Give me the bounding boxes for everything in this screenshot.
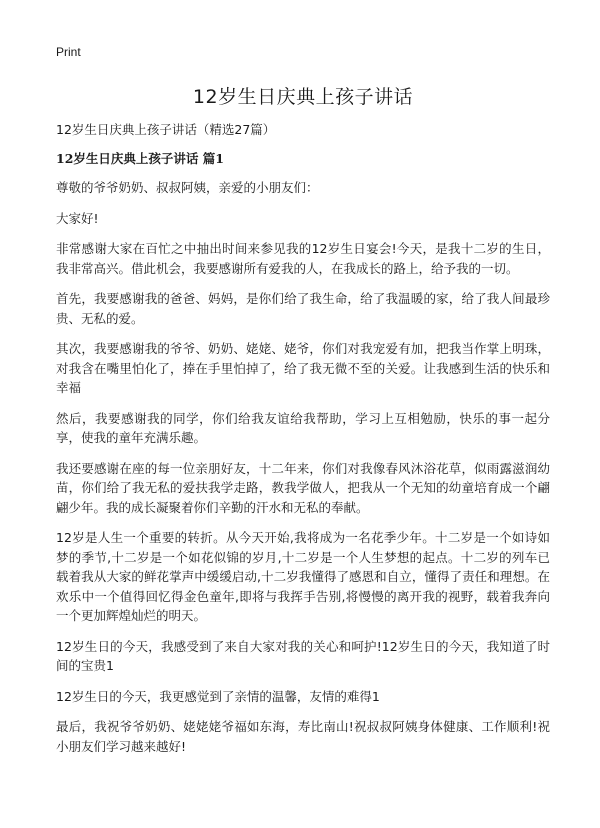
paragraph-thanks-friends: 我还要感谢在座的每一位亲朋好友，十二年来，你们对我像春风沐浴花草，似雨露滋润幼苗，你们给了我无私的爱扶我学走路，教我学做人，把我从一个无知的幼童培育成一个翩翩少年。我的成长凝聚着你们辛勤的汗水和无私的奉献。 xyxy=(56,460,550,515)
print-label[interactable]: Print xyxy=(56,45,81,59)
paragraph-affection: 12岁生日的今天，我更感觉到了亲情的温馨，友情的难得1 xyxy=(56,688,380,704)
document-title: 12岁生日庆典上孩子讲话 xyxy=(192,86,414,108)
paragraph-greeting: 尊敬的爷爷奶奶、叔叔阿姨，亲爱的小朋友们： xyxy=(56,180,319,195)
paragraph-hello: 大家好! xyxy=(56,210,99,226)
paragraph-thanks-classmates: 然后，我要感谢我的同学，你们给我友谊给我帮助，学习上互相勉励，快乐的事一起分享，使我的童年充满乐趣。 xyxy=(56,410,550,445)
paragraph-turning-point: 12岁是人生一个重要的转折。从今天开始,我将成为一名花季少年。十二岁是一个如诗如梦的季节,十二岁是一个如花似锦的岁月,十二岁是一个人生梦想的起点。十二岁的列车已载着我从大家的鲜花掌声中缓缓启动,十二岁我懂得了感恩和自立，懂得了责任和理想。在欢乐中一个值得回忆得金色童年,即将与我挥手告别,将慢慢的离开我的视野，载着我奔向一个更加辉煌灿烂的明天。 xyxy=(56,530,550,623)
document-subtitle: 12岁生日庆典上孩子讲话（精选27篇） xyxy=(56,122,276,137)
paragraph-thanks-parents: 首先，我要感谢我的爸爸、妈妈，是你们给了我生命，给了我温暖的家，给了我人间最珍贵、无私的爱。 xyxy=(56,291,550,326)
paragraph-care: 12岁生日的今天，我感受到了来自大家对我的关心和呵护!12岁生日的今天，我知道了时间的宝贵1 xyxy=(56,638,550,673)
paragraph-thanks-grandparents: 其次，我要感谢我的爷爷、奶奶、姥姥、姥爷，你们对我宠爱有加，把我当作掌上明珠，对我含在嘴里怕化了，捧在手里怕掉了，给了我无微不至的关爱。让我感到生活的快乐和幸福 xyxy=(56,341,550,395)
paragraph-thanks-all: 非常感谢大家在百忙之中抽出时间来参见我的12岁生日宴会!今天，是我十二岁的生日，我非常高兴。借此机会，我要感谢所有爱我的人，在我成长的路上，给予我的一切。 xyxy=(56,241,550,276)
section-heading: 12岁生日庆典上孩子讲话 篇1 xyxy=(56,151,224,166)
document-page xyxy=(56,44,550,767)
paragraph-closing-wishes: 最后，我祝爷爷奶奶、姥姥姥爷福如东海，寿比南山!祝叔叔阿姨身体健康、工作顺利!祝小朋友们学习越来越好! xyxy=(56,719,550,754)
